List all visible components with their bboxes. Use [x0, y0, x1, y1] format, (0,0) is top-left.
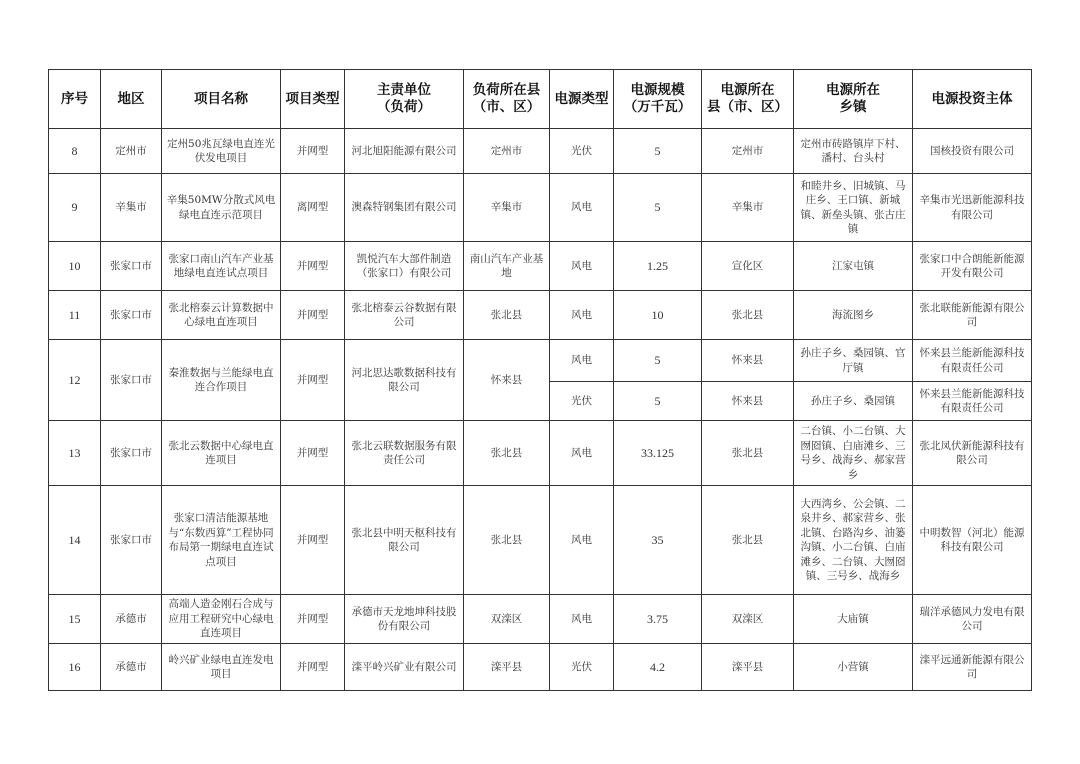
cell-power-county: 张北县	[702, 486, 794, 595]
table-row	[49, 291, 1032, 340]
project-table	[48, 69, 1032, 691]
cell-power-town: 小营镇	[794, 644, 913, 691]
cell-power-town: 孙庄子乡、桑园镇	[794, 382, 913, 421]
cell-owner: 河北旭阳能源有限公司	[345, 129, 464, 174]
cell-power-county: 怀来县	[702, 340, 794, 382]
cell-power-town: 和睦井乡、旧城镇、马庄乡、王口镇、新城镇、新垒头镇、张古庄镇	[794, 174, 913, 242]
cell-power-county: 宣化区	[702, 242, 794, 291]
cell-power-type: 光伏	[550, 129, 614, 174]
header-power-town: 电源所在 乡镇	[794, 70, 913, 129]
cell-power-scale: 4.2	[614, 644, 702, 691]
header-power-type: 电源类型	[550, 70, 614, 129]
cell-project-type: 并网型	[281, 242, 345, 291]
cell-project-name: 张家口南山汽车产业基地绿电直连试点项目	[162, 242, 281, 291]
cell-load-county: 双滦区	[464, 595, 550, 644]
cell-load-county: 怀来县	[464, 340, 550, 421]
cell-no: 15	[49, 595, 101, 644]
cell-power-type: 风电	[550, 486, 614, 595]
cell-power-county: 张北县	[702, 421, 794, 486]
cell-power-county: 定州市	[702, 129, 794, 174]
cell-power-scale: 5	[614, 174, 702, 242]
header-power-scale: 电源规模 （万千瓦）	[614, 70, 702, 129]
cell-region: 辛集市	[101, 174, 162, 242]
header-project-name: 项目名称	[162, 70, 281, 129]
cell-region: 承德市	[101, 595, 162, 644]
header-region: 地区	[101, 70, 162, 129]
cell-investor: 怀来县兰能新能源科技有限责任公司	[913, 340, 1032, 382]
table-row	[49, 242, 1032, 291]
cell-region: 定州市	[101, 129, 162, 174]
cell-power-type: 风电	[550, 340, 614, 382]
cell-project-type: 并网型	[281, 486, 345, 595]
cell-project-type: 离网型	[281, 174, 345, 242]
cell-project-type: 并网型	[281, 644, 345, 691]
table-row	[49, 129, 1032, 174]
cell-no: 11	[49, 291, 101, 340]
header-load-county: 负荷所在县 （市、区）	[464, 70, 550, 129]
cell-project-name: 张北榕泰云计算数据中心绿电直连项目	[162, 291, 281, 340]
cell-region: 承德市	[101, 644, 162, 691]
cell-project-name: 张北云数据中心绿电直连项目	[162, 421, 281, 486]
cell-project-type: 并网型	[281, 340, 345, 421]
cell-project-name: 定州50兆瓦绿电直连光伏发电项目	[162, 129, 281, 174]
cell-power-town: 定州市砖路镇岸下村、潘村、台头村	[794, 129, 913, 174]
cell-project-name: 岭兴矿业绿电直连发电项目	[162, 644, 281, 691]
cell-project-name: 张家口清洁能源基地与“东数西算”工程协同布局第一期绿电直连试点项目	[162, 486, 281, 595]
cell-project-name: 秦淮数据与兰能绿电直连合作项目	[162, 340, 281, 421]
table-row	[49, 421, 1032, 486]
table-row	[49, 340, 1032, 382]
cell-load-county: 辛集市	[464, 174, 550, 242]
cell-power-type: 风电	[550, 291, 614, 340]
cell-power-county: 怀来县	[702, 382, 794, 421]
cell-power-town: 大西湾乡、公会镇、二泉井乡、郝家营乡、张北镇、台路沟乡、油篓沟镇、小二台镇、白庙滩乡、二台镇、大囫囵镇、三号乡、战海乡	[794, 486, 913, 595]
cell-power-county: 张北县	[702, 291, 794, 340]
cell-no: 8	[49, 129, 101, 174]
header-investor: 电源投资主体	[913, 70, 1032, 129]
cell-no: 12	[49, 340, 101, 421]
header-power-county: 电源所在 县（市、区）	[702, 70, 794, 129]
cell-investor: 张北联能新能源有限公司	[913, 291, 1032, 340]
cell-power-type: 光伏	[550, 644, 614, 691]
cell-project-type: 并网型	[281, 129, 345, 174]
cell-owner: 凯悦汽车大部件制造（张家口）有限公司	[345, 242, 464, 291]
cell-project-type: 并网型	[281, 595, 345, 644]
cell-investor: 瑞洋承德风力发电有限公司	[913, 595, 1032, 644]
cell-power-type: 风电	[550, 242, 614, 291]
cell-power-type: 风电	[550, 174, 614, 242]
cell-power-scale: 10	[614, 291, 702, 340]
cell-owner: 承德市天龙地坤科技股份有限公司	[345, 595, 464, 644]
cell-owner: 河北思达歌数据科技有限公司	[345, 340, 464, 421]
header-project-type: 项目类型	[281, 70, 345, 129]
cell-owner: 张北云联数据服务有限责任公司	[345, 421, 464, 486]
cell-no: 13	[49, 421, 101, 486]
cell-load-county: 滦平县	[464, 644, 550, 691]
cell-no: 14	[49, 486, 101, 595]
cell-investor: 张北凤伏新能源科技有限公司	[913, 421, 1032, 486]
header-row	[49, 70, 1032, 129]
cell-power-town: 海流图乡	[794, 291, 913, 340]
cell-power-county: 滦平县	[702, 644, 794, 691]
header-owner: 主责单位 （负荷）	[345, 70, 464, 129]
cell-investor: 中明数智（河北）能源科技有限公司	[913, 486, 1032, 595]
cell-region: 张家口市	[101, 486, 162, 595]
cell-project-name: 高端人造金刚石合成与应用工程研究中心绿电直连项目	[162, 595, 281, 644]
cell-power-town: 二台镇、小二台镇、大囫囵镇、白庙滩乡、三号乡、战海乡、郝家营乡	[794, 421, 913, 486]
cell-region: 张家口市	[101, 421, 162, 486]
cell-power-scale: 33.125	[614, 421, 702, 486]
cell-power-town: 大庙镇	[794, 595, 913, 644]
cell-power-county: 双滦区	[702, 595, 794, 644]
cell-load-county: 定州市	[464, 129, 550, 174]
cell-no: 10	[49, 242, 101, 291]
table-row	[49, 644, 1032, 691]
cell-power-town: 江家屯镇	[794, 242, 913, 291]
cell-owner: 张北县中明天枢科技有限公司	[345, 486, 464, 595]
cell-project-type: 并网型	[281, 291, 345, 340]
cell-investor: 滦平远通新能源有限公司	[913, 644, 1032, 691]
cell-investor: 辛集市光迅新能源科技有限公司	[913, 174, 1032, 242]
table-row	[49, 595, 1032, 644]
cell-power-town: 孙庄子乡、桑园镇、官厅镇	[794, 340, 913, 382]
cell-project-name: 辛集50MW分散式风电绿电直连示范项目	[162, 174, 281, 242]
cell-power-type: 光伏	[550, 382, 614, 421]
cell-owner: 澳森特钢集团有限公司	[345, 174, 464, 242]
table-row	[49, 174, 1032, 242]
cell-power-scale: 35	[614, 486, 702, 595]
cell-owner: 滦平岭兴矿业有限公司	[345, 644, 464, 691]
cell-power-scale: 5	[614, 129, 702, 174]
cell-no: 9	[49, 174, 101, 242]
cell-no: 16	[49, 644, 101, 691]
cell-owner: 张北榕泰云谷数据有限公司	[345, 291, 464, 340]
table-row	[49, 486, 1032, 595]
cell-investor: 国核投资有限公司	[913, 129, 1032, 174]
cell-load-county: 南山汽车产业基地	[464, 242, 550, 291]
cell-load-county: 张北县	[464, 291, 550, 340]
cell-region: 张家口市	[101, 291, 162, 340]
cell-power-type: 风电	[550, 421, 614, 486]
cell-power-type: 风电	[550, 595, 614, 644]
cell-region: 张家口市	[101, 340, 162, 421]
cell-power-scale: 1.25	[614, 242, 702, 291]
cell-power-scale: 5	[614, 382, 702, 421]
cell-load-county: 张北县	[464, 486, 550, 595]
cell-investor: 怀来县兰能新能源科技有限责任公司	[913, 382, 1032, 421]
cell-load-county: 张北县	[464, 421, 550, 486]
cell-investor: 张家口中合朗能新能源开发有限公司	[913, 242, 1032, 291]
header-no: 序号	[49, 70, 101, 129]
cell-power-scale: 5	[614, 340, 702, 382]
cell-project-type: 并网型	[281, 421, 345, 486]
cell-power-county: 辛集市	[702, 174, 794, 242]
cell-power-scale: 3.75	[614, 595, 702, 644]
cell-region: 张家口市	[101, 242, 162, 291]
